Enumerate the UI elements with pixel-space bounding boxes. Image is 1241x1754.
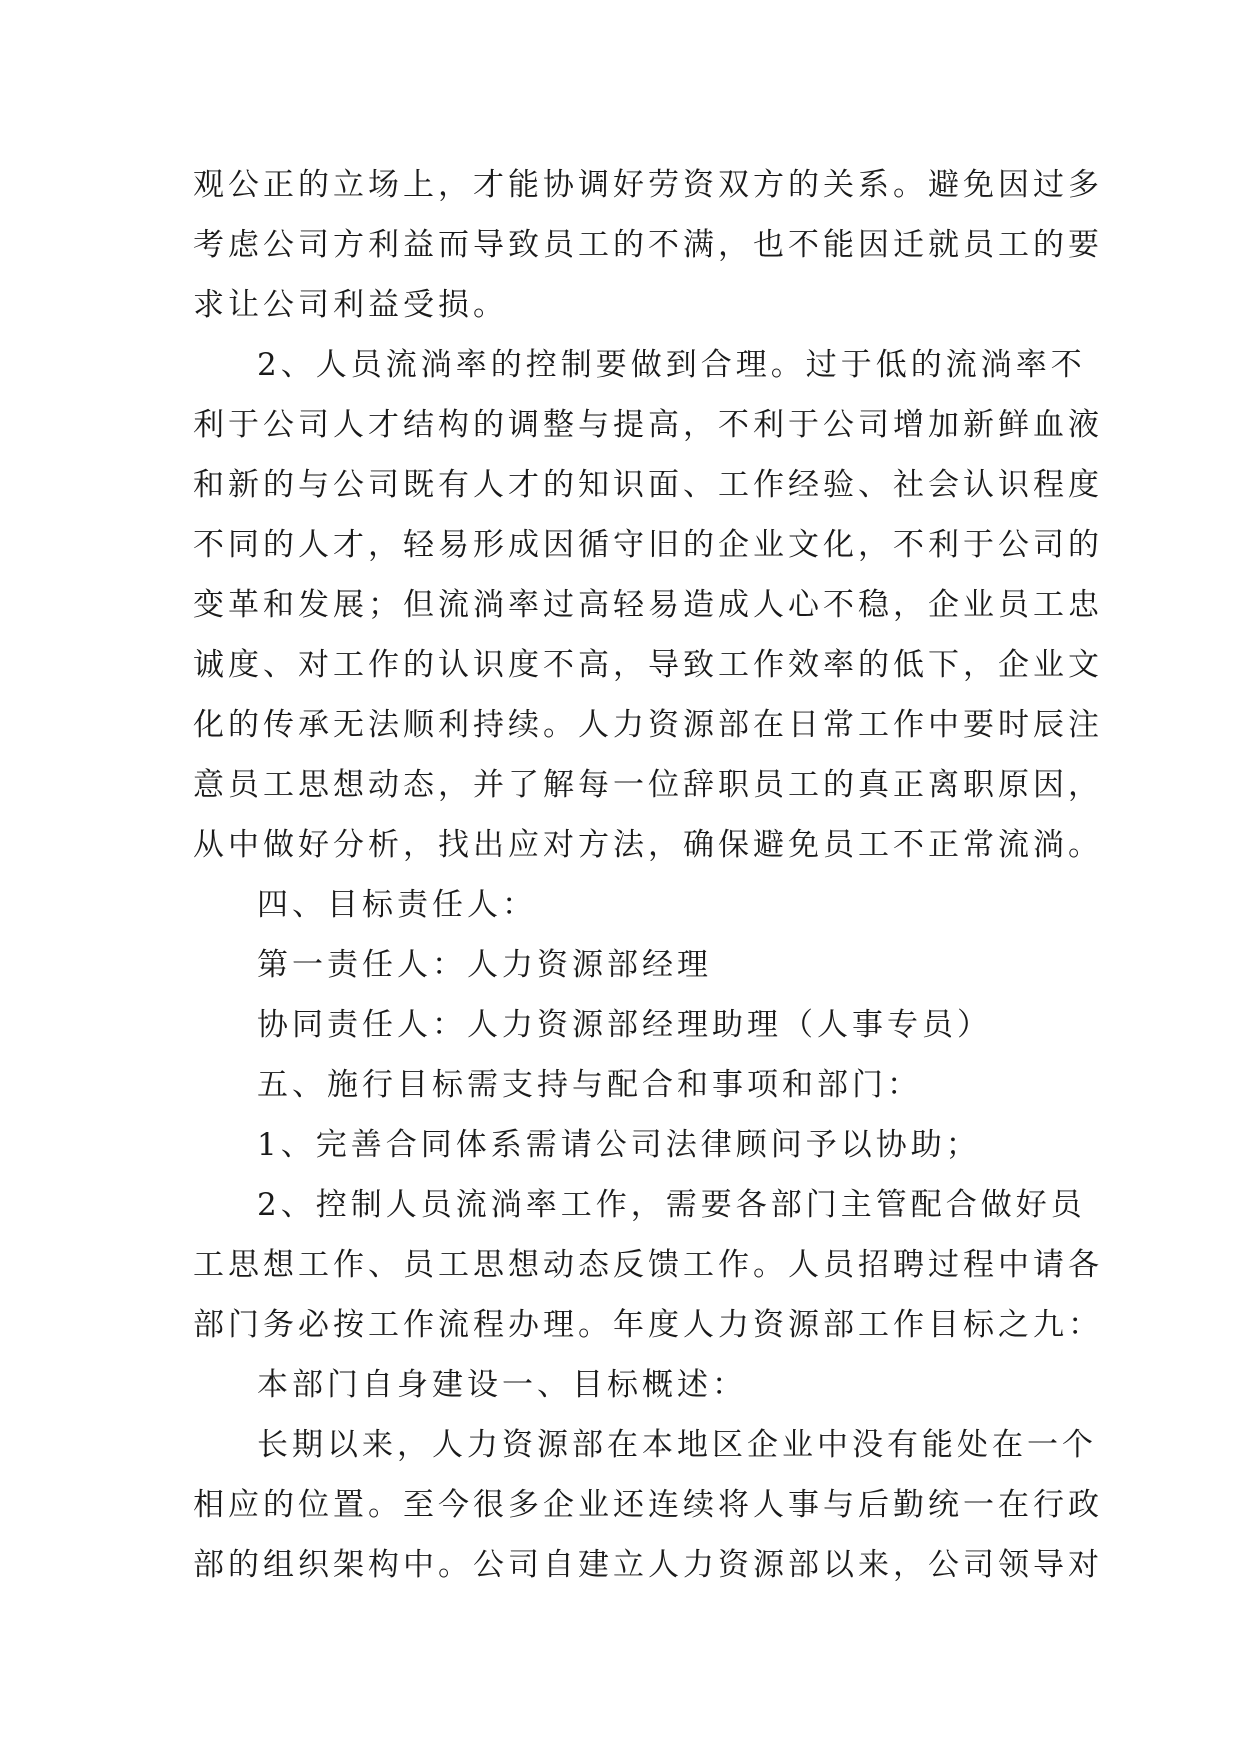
text-line: 观公正的立场上，才能协调好劳资双方的关系。避免因过多 — [193, 167, 1103, 203]
text-line: 诚度、对工作的认识度不高，导致工作效率的低下，企业文 — [193, 647, 1103, 683]
text-line: 五、施行目标需支持与配合和事项和部门： — [257, 1067, 922, 1103]
text-line: 1、完善合同体系需请公司法律顾问予以协助； — [257, 1127, 981, 1163]
document-body — [193, 155, 1103, 1595]
text-line: 部门务必按工作流程办理。年度人力资源部工作目标之九： — [193, 1307, 1103, 1343]
text-line: 化的传承无法顺利持续。人力资源部在日常工作中要时辰注 — [193, 707, 1103, 743]
text-line: 考虑公司方利益而导致员工的不满，也不能因迁就员工的要 — [193, 227, 1103, 263]
text-line: 第一责任人：人力资源部经理 — [257, 947, 712, 983]
text-line: 利于公司人才结构的调整与提高，不利于公司增加新鲜血液 — [193, 407, 1103, 443]
text-line: 从中做好分析，找出应对方法，确保避免员工不正常流淌。 — [193, 827, 1103, 863]
text-line: 相应的位置。至今很多企业还连续将人事与后勤统一在行政 — [193, 1487, 1103, 1523]
text-line: 协同责任人：人力资源部经理助理（人事专员） — [257, 1007, 992, 1043]
text-line: 部的组织架构中。公司自建立人力资源部以来，公司领导对 — [193, 1547, 1103, 1583]
text-line: 变革和发展；但流淌率过高轻易造成人心不稳，企业员工忠 — [193, 587, 1103, 623]
text-line: 工思想工作、员工思想动态反馈工作。人员招聘过程中请各 — [193, 1247, 1103, 1283]
text-line: 意员工思想动态，并了解每一位辞职员工的真正离职原因， — [193, 767, 1103, 803]
text-line: 四、目标责任人： — [257, 887, 537, 923]
text-line: 2、人员流淌率的控制要做到合理。过于低的流淌率不 — [257, 347, 1086, 383]
text-line: 2、控制人员流淌率工作，需要各部门主管配合做好员 — [257, 1187, 1086, 1223]
text-line: 和新的与公司既有人才的知识面、工作经验、社会认识程度 — [193, 467, 1103, 503]
text-line: 长期以来，人力资源部在本地区企业中没有能处在一个 — [257, 1427, 1097, 1463]
text-line: 求让公司利益受损。 — [193, 287, 508, 323]
text-line: 不同的人才，轻易形成因循守旧的企业文化，不利于公司的 — [193, 527, 1103, 563]
text-line: 本部门自身建设一、目标概述： — [257, 1367, 747, 1403]
